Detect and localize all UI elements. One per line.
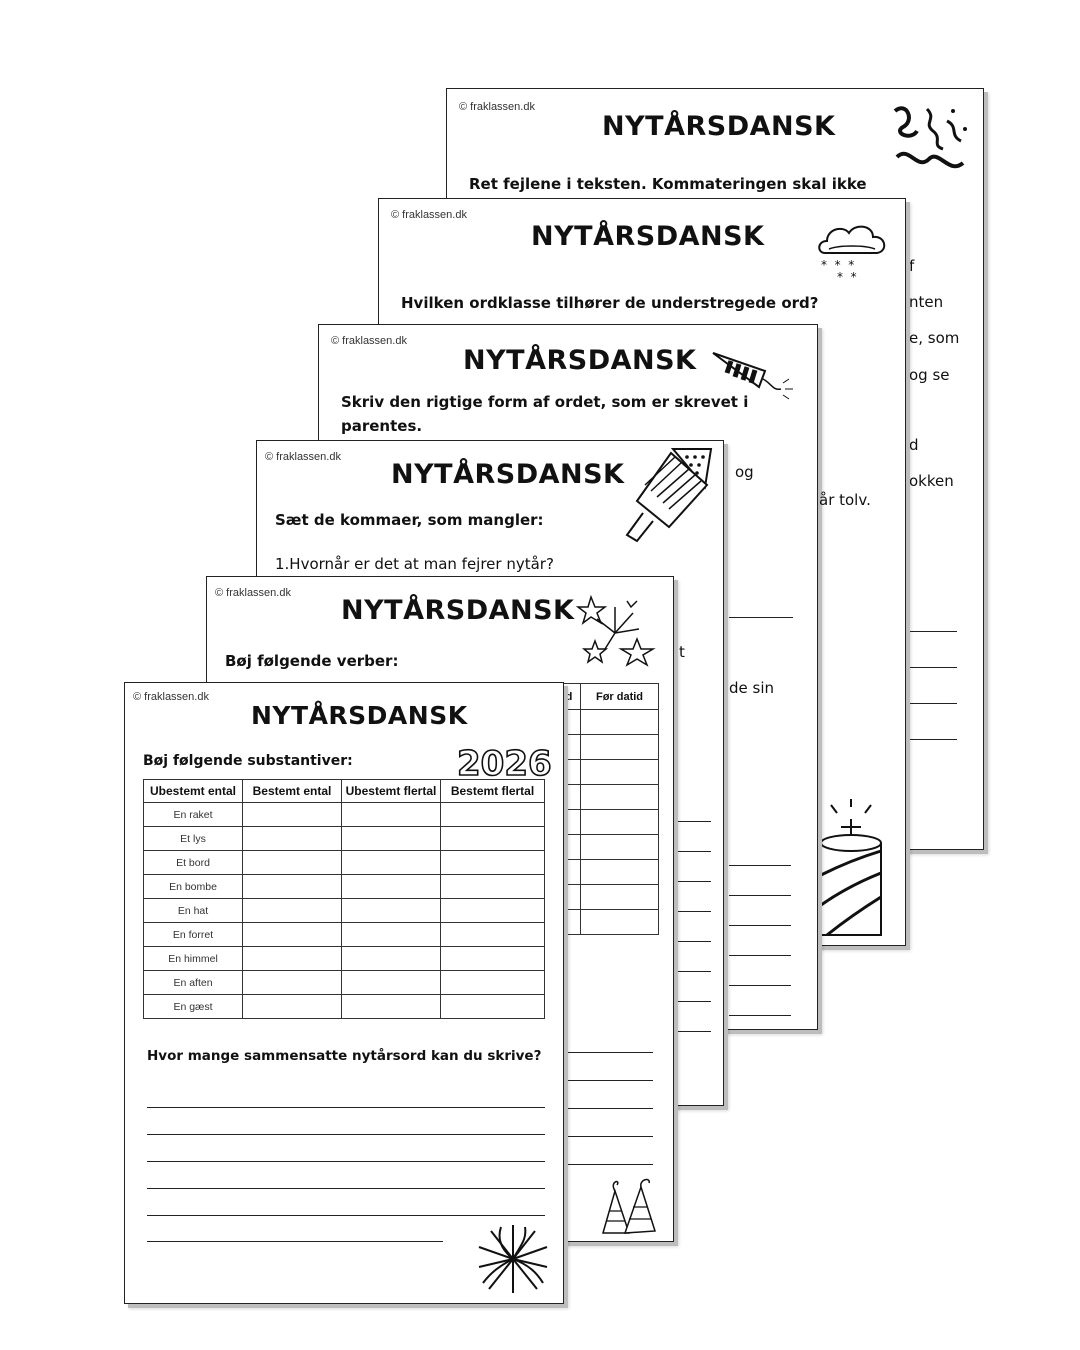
column-header: Bestemt ental [243,780,342,803]
page-title: NYTÅRSDANSK [341,595,575,626]
row-label: En bombe [144,875,243,899]
row-label: En gæst [144,995,243,1019]
answer-line [565,1052,653,1053]
table-row [144,947,545,971]
table-row [144,827,545,851]
firework-burst-icon [475,1221,551,1297]
row-label: En aften [144,971,243,995]
answer-line [147,1215,545,1216]
year-2026-graphic [455,743,552,784]
copyright: © fraklassen.dk [331,335,407,347]
answer-line [147,1161,545,1162]
answer-line [729,985,791,986]
answer-line [565,1080,653,1081]
instruction-line-1: Skriv den rigtige form af ordet, som er skrevet i [341,393,749,411]
text-fragment: år tolv. [819,491,871,509]
answer-line [147,1107,545,1108]
answer-line [729,865,791,866]
text-fragment: e, som [909,329,960,347]
rocket-icon [625,445,721,553]
text-fragment: og [735,463,754,481]
serpentine-streamers-icon [887,101,973,181]
answer-line [909,703,957,704]
copyright: © fraklassen.dk [265,451,341,463]
page-title: NYTÅRSDANSK [602,111,836,142]
answer-line [909,667,957,668]
answer-line [729,925,791,926]
row-label: Et lys [144,827,243,851]
text-fragment: og se [909,366,950,384]
table-row [144,803,545,827]
answer-line [147,1241,443,1242]
text-fragment: d [909,436,919,454]
svg-text:* * *: * * * [821,258,855,272]
text-fragment: de sin [729,679,775,697]
copyright: © fraklassen.dk [133,691,209,703]
table-row [144,899,545,923]
table-row [144,923,545,947]
instruction: Bøj følgende substantiver: [143,753,353,769]
verb-table-fragment [557,683,659,935]
text-fragment: nten [909,293,944,311]
exercise-sentence: 1.Hvornår er det at man fejrer nytår? [275,555,554,573]
row-label: En himmel [144,947,243,971]
svg-text:* *: * * [837,270,857,284]
firework-stars-icon [575,593,659,667]
answer-line [147,1134,545,1135]
snow-cloud-icon [815,215,893,285]
answer-line [909,739,957,740]
row-label: Et bord [144,851,243,875]
answer-line [147,1188,545,1189]
answer-line [565,1164,653,1165]
instruction: Hvilken ordklasse tilhører de understregede ord? [401,294,819,312]
column-header: Ubestemt ental [144,780,243,803]
copyright: © fraklassen.dk [215,587,291,599]
table-row [144,971,545,995]
column-header: Ubestemt flertal [342,780,441,803]
instruction: Sæt de kommaer, som mangler: [275,511,544,529]
column-header: Bestemt flertal [441,780,545,803]
instruction: Bøj følgende verber: [225,652,399,670]
row-label: En forret [144,923,243,947]
answer-line [729,955,791,956]
instruction-line-2: parentes. [341,417,423,435]
instruction: Ret fejlene i teksten. Kommateringen skal ikke [469,175,867,193]
answer-line [565,1108,653,1109]
candle-icon [817,795,887,945]
page-title: NYTÅRSDANSK [391,459,625,490]
answer-line [909,631,957,632]
text-fragment: f [909,257,915,275]
page-title: NYTÅRSDANSK [251,701,468,730]
text-fragment: t [679,643,685,661]
copyright: © fraklassen.dk [459,101,535,113]
answer-line [729,617,793,618]
page-title: NYTÅRSDANSK [531,221,765,252]
text-fragment: okken [909,472,954,490]
answer-line [729,1015,791,1016]
table-row [144,851,545,875]
firecracker-icon [711,347,795,403]
row-label: En hat [144,899,243,923]
page-title: NYTÅRSDANSK [463,345,697,376]
table-row [144,995,545,1019]
answer-line [729,895,791,896]
party-hats-icon [595,1177,665,1237]
table-row [144,875,545,899]
worksheet-page-6 [124,682,564,1304]
copyright: © fraklassen.dk [391,209,467,221]
row-label: En raket [144,803,243,827]
column-header: Før datid [581,684,659,710]
noun-table [143,779,545,1019]
answer-line [565,1136,653,1137]
question: Hvor mange sammensatte nytårsord kan du skrive? [147,1048,542,1064]
year-label: 2026 [457,744,552,784]
column-header: d [558,684,581,710]
